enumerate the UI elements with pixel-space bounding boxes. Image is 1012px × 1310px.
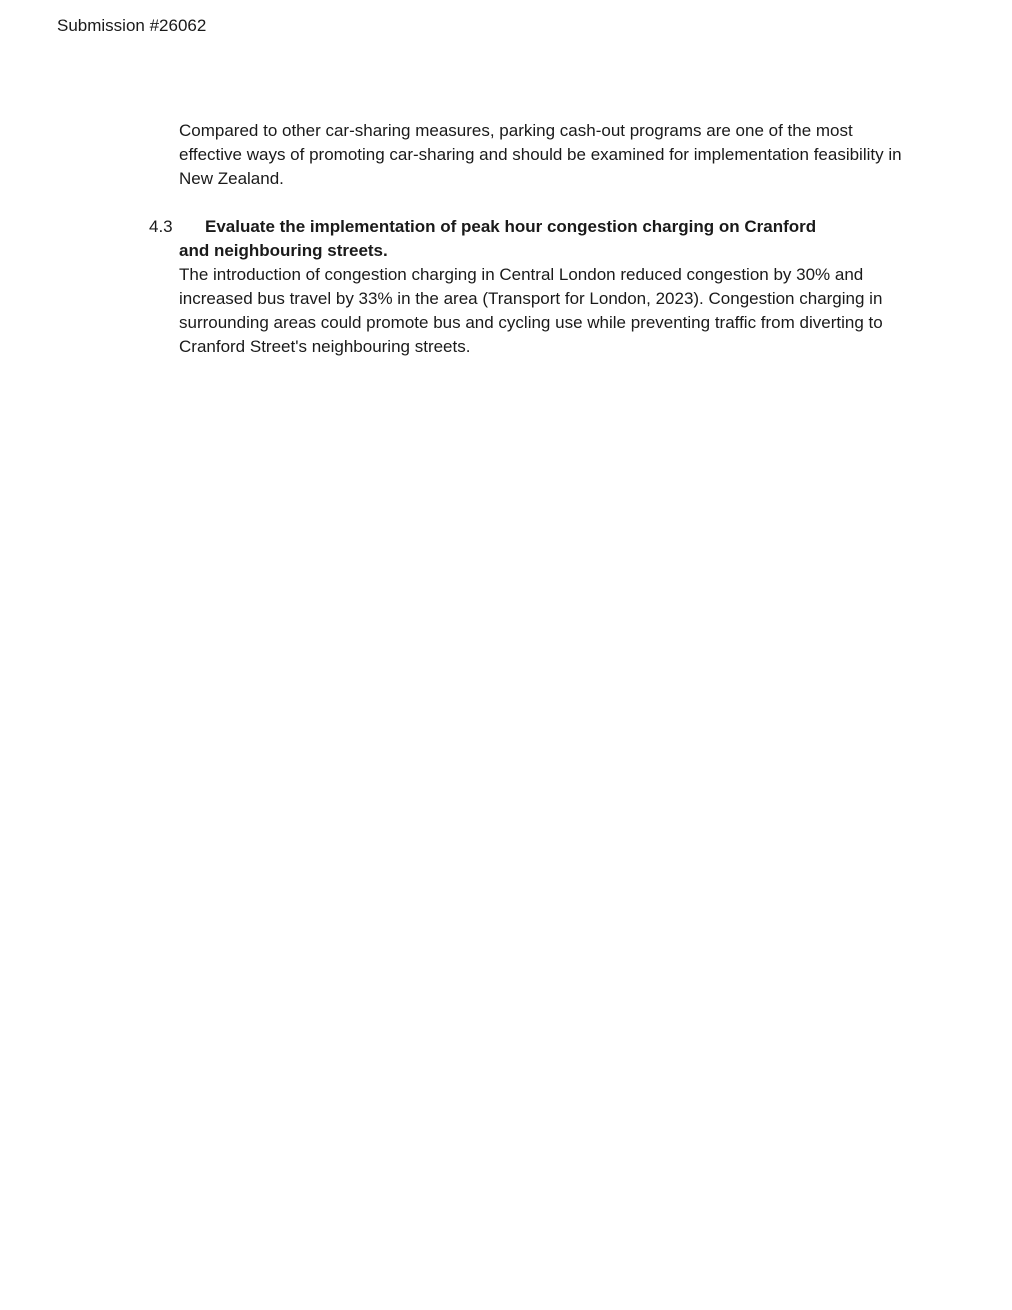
section-heading xyxy=(149,215,909,263)
section-title-line-2: and neighbouring streets. xyxy=(179,241,388,260)
submission-header: Submission #26062 xyxy=(57,16,207,35)
section-title xyxy=(149,215,909,263)
intro-paragraph: Compared to other car-sharing measures, parking cash-out programs are one of the most effective ways of promoting car-sharing and should be examined for implementation feasibility in New Zealand. xyxy=(179,121,902,188)
section-number: 4.3 xyxy=(149,217,173,236)
section-body-paragraph: The introduction of congestion charging in Central London reduced congestion by 30% and increased bus travel by 33% in the area (Transport for London, 2023). Congestion charging in surrounding areas could promote bus and cycling use while preventing traffic from diverting to Cranford Street's neighbouring streets. xyxy=(179,265,883,356)
section-title-line-1: Evaluate the implementation of peak hour congestion charging on Cranford xyxy=(205,217,817,236)
